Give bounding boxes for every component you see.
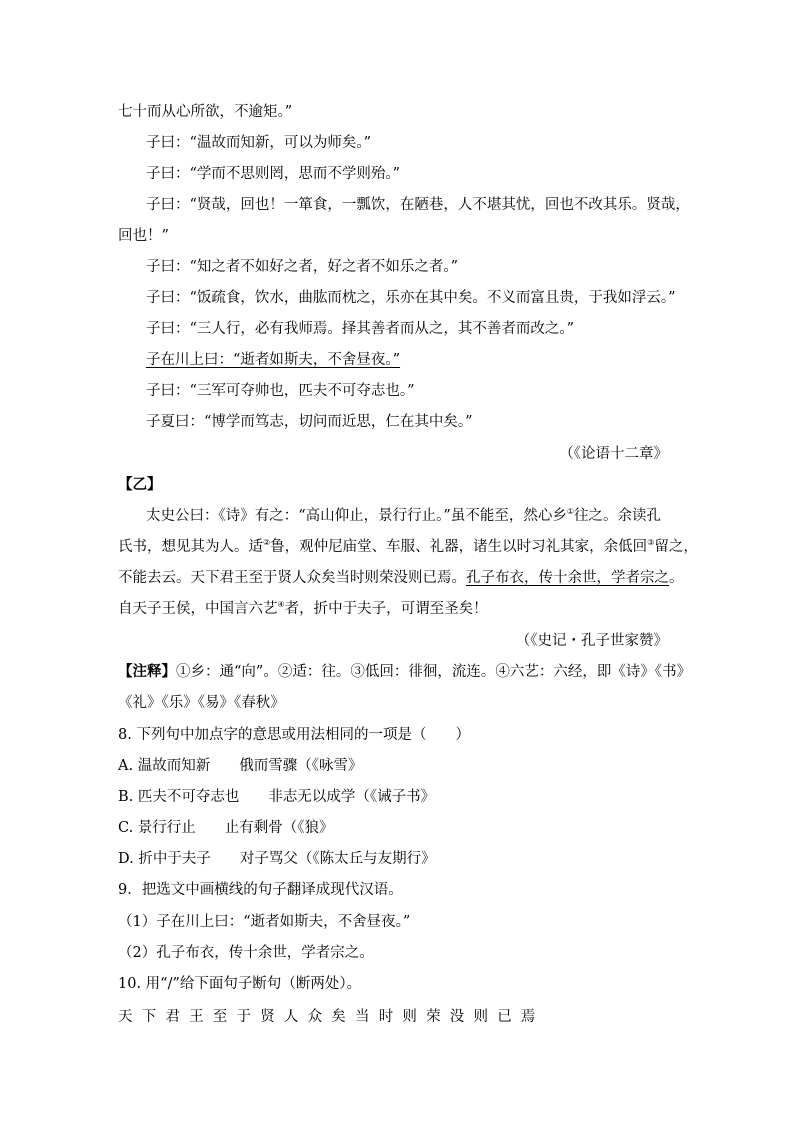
question-10: 10. 用“/”给下面句子断句（断两处）。 <box>118 976 362 992</box>
option-a: A. 温故而知新 俄而雪骤（《咏雪》 <box>118 758 363 774</box>
question-9-part-2: （2）孔子布衣，传十余世，学者宗之。 <box>118 945 374 961</box>
option-b: B. 匹夫不可夺志也 非志无以成学（《诫子书》 <box>118 789 436 805</box>
source-citation: （《论语十二章》 <box>559 446 668 462</box>
note-marker: ① <box>566 507 574 516</box>
note-marker: ④ <box>277 600 285 609</box>
text-line: 子曰：“知之者不如好之者，好之者不如乐之者。” <box>146 259 459 275</box>
question-9: 9．把选文中画横线的句子翻译成现代汉语。 <box>118 882 403 898</box>
option-c: C. 景行行止 止有剩骨（《狼》 <box>118 820 334 836</box>
question-10-text: 天下君王至于贤人众矣当时则荣没则已焉 <box>118 1009 545 1025</box>
source-citation: （《史记・孔子世家赞》 <box>515 633 668 649</box>
text-line: 氏书，想见其为人。适②鲁，观仲尼庙堂、车服、礼器，诸生以时习礼其家，余低回③留之， <box>118 538 698 555</box>
question-9-part-1: （1）子在川上曰：“逝者如斯夫，不舍昼夜。” <box>118 914 411 930</box>
text-line: 子曰：“贤哉，回也！一箪食，一瓢饮，在陋巷，人不堪其忧，回也不改其乐。贤哉， <box>146 197 690 213</box>
text-line: 太史公曰：《诗》有之：“高山仰止，景行行止。”虽不能至，然心乡①往之。余读孔 <box>146 507 661 524</box>
text-line: 子曰：“三军可夺帅也，匹夫不可夺志也。” <box>146 383 415 399</box>
underlined-text: 孔子布衣，传十余世，学者宗之 <box>466 570 669 586</box>
section-heading: 【乙】 <box>118 476 162 493</box>
note-marker: ② <box>263 538 271 547</box>
underlined-text: 子在川上曰：“逝者如斯夫，不舍昼夜。” <box>146 352 401 368</box>
text-line: 不能去云。天下君王至于贤人众矣当时则荣没则已焉。孔子布衣，传十余世，学者宗之。 <box>118 570 684 586</box>
text-line: 子曰：“三人行，必有我师焉。择其善者而从之，其不善者而改之。” <box>146 321 575 337</box>
text-line: 子夏曰：“博学而笃志，切问而近思，仁在其中矣。” <box>146 414 473 430</box>
underlined-sentence <box>146 349 706 371</box>
text-line: 子曰：“温故而知新，可以为师矣。” <box>146 135 372 151</box>
note-marker: ③ <box>647 538 655 547</box>
text-line: 七十而从心所欲，不逾矩。” <box>118 104 293 120</box>
notes-line: 【注释】①乡：通“向”。②适：往。③低回：徘徊，流连。④六艺：六经，即《诗》《书》 <box>118 663 692 680</box>
notes-label: 【注释】 <box>118 663 176 680</box>
option-d: D. 折中于夫子 对子骂父（《陈太丘与友期行》 <box>118 851 436 867</box>
text-line: 子曰：“饭疏食，饮水，曲肱而枕之，乐亦在其中矣。不义而富且贵，于我如浮云。” <box>146 290 676 306</box>
text-line: 回也！” <box>118 228 169 244</box>
notes-line: 《礼》《乐》《易》《春秋》 <box>118 695 285 711</box>
text-line: 自天子王侯，中国言六艺④者，折中于夫子，可谓至圣矣！ <box>118 600 488 617</box>
question-8: 8. 下列句中加点字的意思或用法相同的一项是（ ） <box>118 727 470 743</box>
text-line: 子曰：“学而不思则罔，思而不学则殆。” <box>146 166 401 182</box>
